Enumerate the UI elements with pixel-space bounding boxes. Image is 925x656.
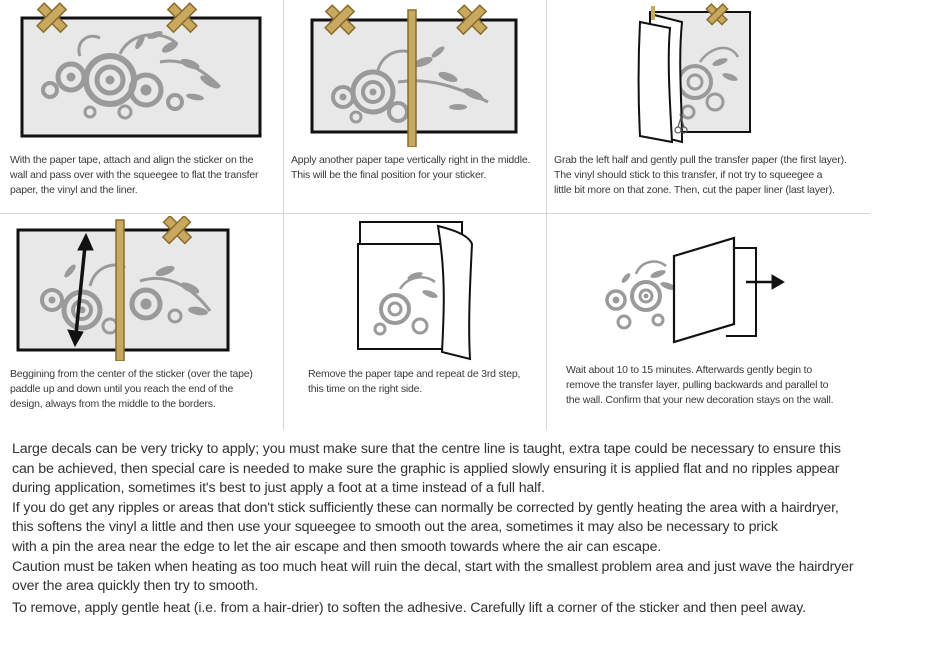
notes-line: To remove, apply gentle heat (i.e. from a hair-drier) to soften the adhesive. Carefully lift a corner of the sticker and then peel away. (12, 599, 806, 616)
notes-line: this softens the vinyl a little and then use your squeegee to smooth out the area, sometimes it may also be necessary to prick (12, 519, 778, 536)
step-6-caption (566, 363, 833, 408)
step-6-illustration (596, 236, 796, 346)
caption-line: Grab the left half and gently pull the transfer paper (the first layer). (554, 154, 847, 166)
notes-line: with a pin the area near the edge to let the air escape and then smooth towards where the air can escape. (12, 538, 662, 555)
caption-line: This will be the final position for your sticker. (291, 169, 487, 181)
grid-divider (283, 0, 284, 430)
transfer-layer (674, 238, 734, 342)
caption-line: this time on the right side. (308, 383, 423, 395)
notes-line: can be achieved, then special care is needed to make sure the graphic is applied slowly ensuring it is applied flat and no ripples appear (12, 460, 840, 477)
tape-vertical (408, 10, 416, 147)
caption-line: Apply another paper tape vertically right in the middle. (291, 154, 531, 166)
caption-line: remove the transfer layer, pulling backwards and parallel to (566, 379, 829, 391)
step-5-caption (308, 367, 520, 397)
application-notes (12, 440, 917, 618)
caption-line: The vinyl should stick to this transfer, if not try to squeegee a (554, 169, 823, 181)
caption-line: paper, the vinyl and the liner. (10, 184, 138, 196)
caption-line: Wait about 10 to 15 minutes. Afterwards gently begin to (566, 364, 813, 376)
notes-line: If you do get any ripples or areas that don't stick sufficiently these can normally be corrected by gently heating the area with a hairdryer, (12, 499, 839, 516)
peeled-layer (438, 226, 472, 359)
caption-line: paddle up and down until you reach the end of the (10, 383, 234, 395)
caption-line: With the paper tape, attach and align the sticker on the (10, 154, 254, 166)
step-4-caption (10, 367, 253, 412)
step-5-illustration (350, 214, 480, 364)
step-4-illustration (10, 216, 240, 361)
caption-line: design, always from the middle to the borders. (10, 398, 216, 410)
caption-line: Remove the paper tape and repeat de 3rd step, (308, 368, 521, 380)
grid-divider (546, 0, 547, 430)
caption-line: wall and pass over with the squeegee to flat the transfer (10, 169, 259, 181)
step-1-caption (10, 153, 258, 198)
step-3-illustration (620, 2, 760, 150)
step-3-caption (554, 153, 847, 198)
caption-line: the wall. Confirm that your new decoration stays on the wall. (566, 394, 834, 406)
caption-line: Beggining from the center of the sticker (over the tape) (10, 368, 253, 380)
tape-vertical (116, 220, 124, 361)
step-1-illustration (10, 2, 275, 142)
notes-line: Caution must be taken when heating as too much heat will ruin the decal, start with the smallest problem area and just wave the hairdryer (12, 558, 854, 575)
step-2-caption (291, 153, 530, 183)
notes-line: over the area quickly then try to smooth. (12, 578, 259, 595)
notes-line: during application, sometimes it's best to just apply a foot at a time instead of a full half. (12, 480, 545, 497)
caption-line: little bit more on that zone. Then, cut the paper liner (last layer). (554, 184, 835, 196)
step-2-illustration (298, 2, 538, 147)
notes-line: Large decals can be very tricky to apply; you must make sure that the centre line is taught, extra tape could be necessary to ensure this (12, 441, 841, 457)
